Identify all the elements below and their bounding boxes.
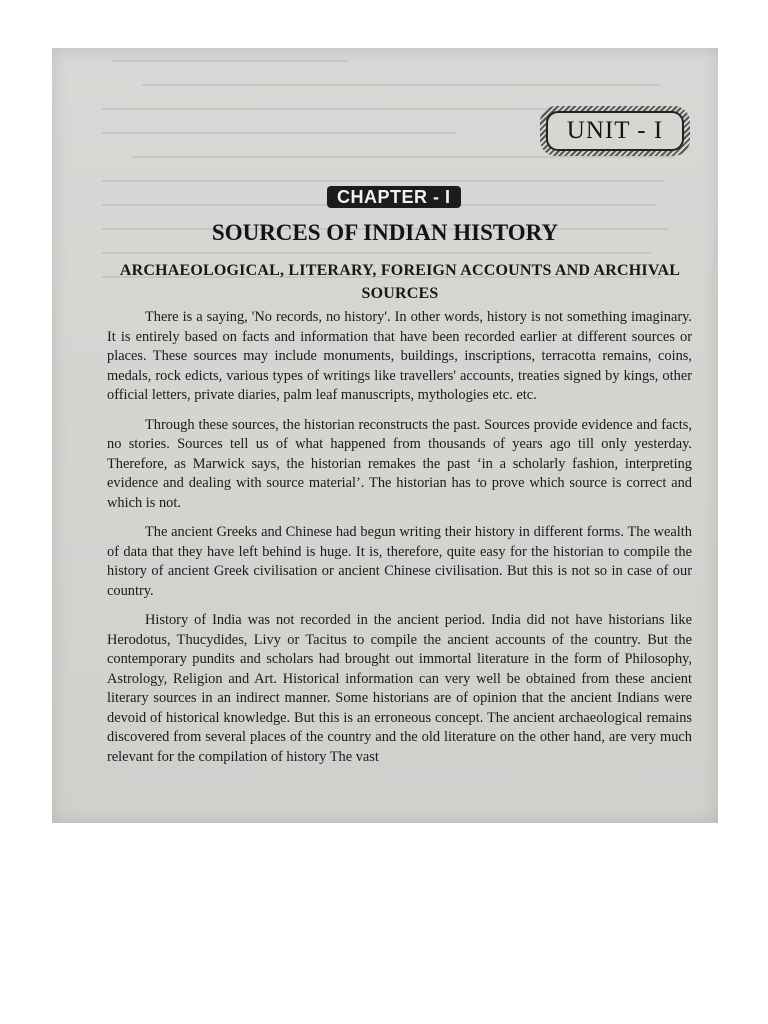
paragraph: History of India was not recorded in the ancient period. India did not have historians like Herodotus, Thucydides, Livy or Tacitus to compile the ancient accounts of the country. But the contemporary pundits and scholars had brought out immortal literature in the form of Philosophy, Astrology, Religion and Art. Historical information can very well be obtained from these ancient literary sources in an indirect manner. Some historians are of opinion that the ancient Indians were devoid of historical knowledge. But this is an erroneous concept. The ancient archaeological remains discovered from several places of the country and the old literature on the other hand, are very much relevant for the compilation of history The vast	[107, 612, 692, 765]
body-text	[107, 308, 692, 777]
page-title: SOURCES OF INDIAN HISTORY	[211, 220, 559, 245]
book-page	[52, 48, 718, 823]
paragraph: The ancient Greeks and Chinese had begun writing their history in different forms. The wealth of data that they have left behind is huge. It is, therefore, quite easy for the historian to compile the history of ancient Greek civilisation or ancient Chinese civilisation. But this is not so in case of our country.	[107, 524, 692, 599]
unit-label: UNIT - I	[546, 111, 684, 151]
chapter-badge: CHAPTER - I	[327, 186, 461, 208]
paragraph: There is a saying, 'No records, no history'. In other words, history is not something imaginary. It is entirely based on facts and information that have been recorded earlier at different sources or places. These sources may include monuments, buildings, inscriptions, terracotta remains, coins, medals, rock edicts, various types of writings like travellers' accounts, treaties signed by kings, other official letters, private diaries, palm leaf manuscripts, mythologies etc. etc.	[107, 309, 692, 403]
unit-badge	[540, 106, 690, 156]
paragraph: Through these sources, the historian reconstructs the past. Sources provide evidence and facts, no stories. Sources tell us of what happened from thousands of years ago till only yesterday. Therefore, as Marwick says, the historian remakes the past ‘in a scholarly fashion, interpreting evidence and dealing with source material’. The historian has to prove which source is correct and which is not.	[107, 416, 692, 511]
page-subtitle: ARCHAEOLOGICAL, LITERARY, FOREIGN ACCOUNTS AND ARCHIVAL SOURCES	[119, 262, 681, 302]
